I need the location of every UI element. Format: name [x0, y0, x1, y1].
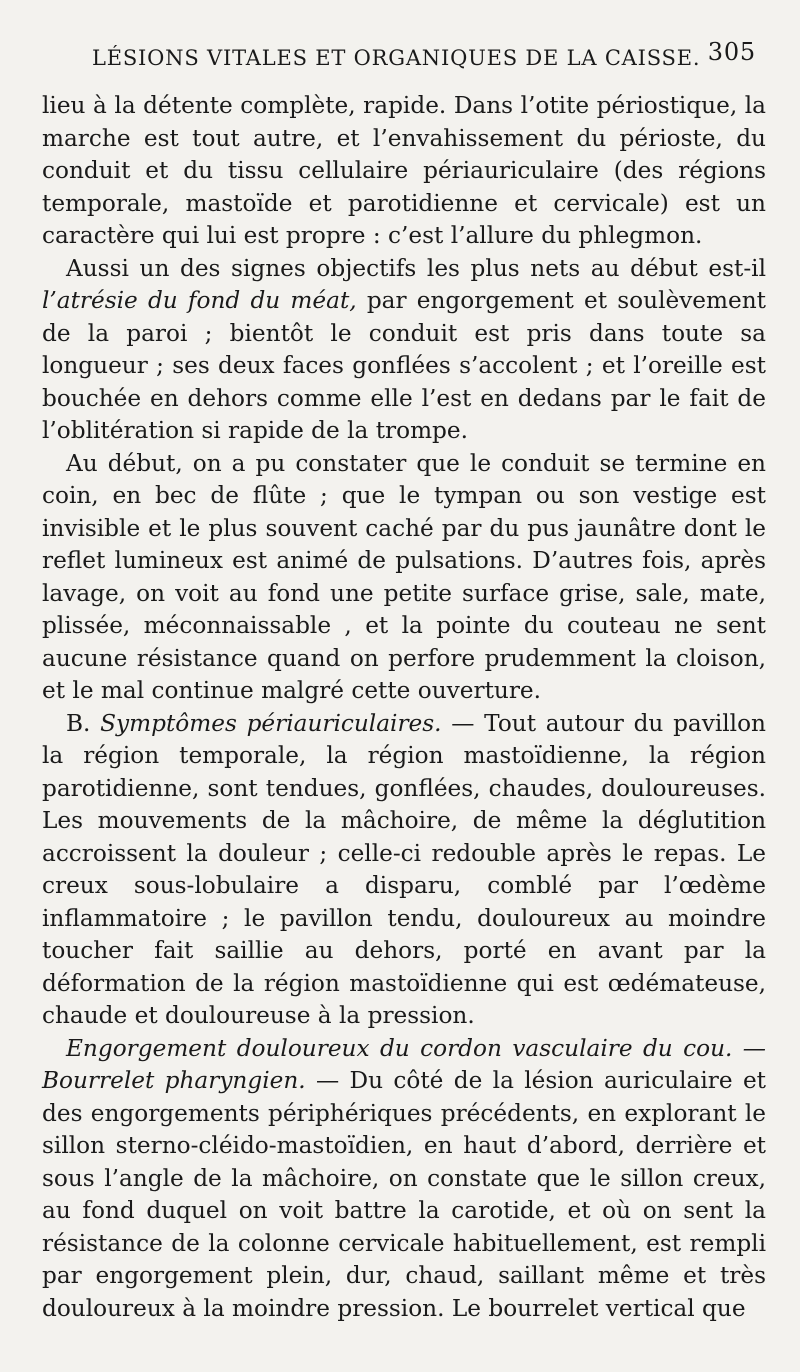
paragraph-symptomes-periauriculaires	[42, 708, 766, 1033]
paragraph-text: lieu à la détente complète, rapide. Dans l’otite périostique, la marche est tout autre, et l’envahissement du périoste, du conduit et du tissu cellulaire périauriculaire (des régions temporale, mastoïde et parotidienne et cervicale) est un caractère qui lui est propre : c’est l’allure du phlegmon.	[42, 92, 766, 249]
italic-heading: Symptômes périauriculaires.	[100, 709, 442, 737]
paragraph-engorgement-cordon	[42, 1033, 766, 1326]
paragraph-atresie	[42, 253, 766, 448]
paragraph-text: — Tout autour du pavillon la région temporale, la région mastoïdienne, la région parotidienne, sont tendues, gonflées, chaudes, douloureuses. Les mouvements de la mâchoire, de même la déglutition accroissent la douleur ; celle-ci redouble après le repas. Le creux sous-lobulaire a disparu, comblé par l’œdème inflammatoire ; le pavillon tendu, douloureux au moindre toucher fait saillie au dehors, porté en avant par la déformation de la région mastoïdienne qui est œdémateuse, chaude et douloureuse à la pression.	[42, 709, 766, 1029]
paragraph-lead: B.	[66, 709, 101, 737]
paragraph-au-debut	[42, 448, 766, 708]
body-text	[42, 90, 766, 1325]
running-title: LÉSIONS VITALES ET ORGANIQUES DE LA CAISSE.	[92, 46, 701, 70]
paragraph-otite-periostique	[42, 90, 766, 253]
paragraph-text: — Du côté de la lésion auriculaire et des engorgements périphériques précédents, en explorant le sillon sterno-cléido-mastoïdien, en haut d’abord, derrière et sous l’angle de la mâchoire, on constate que le sillon creux, au fond duquel on voit battre la carotide, et où on sent la résistance de la colonne cervicale habituellement, est rempli par engorgement plein, dur, chaud, saillant même et très douloureux à la moindre pression. Le bourrelet vertical que	[42, 1067, 766, 1322]
italic-term: l’atrésie du fond du méat,	[42, 287, 357, 314]
paragraph-text: Au début, on a pu constater que le conduit se termine en coin, en bec de flûte ; que le tympan ou son vestige est invisible et le plus souvent caché par du pus jaunâtre dont le reflet lumineux est animé de pulsations. D’autres fois, après lavage, on voit au fond une petite surface grise, sale, mate, plissée, méconnaissable , et la pointe du couteau ne sent aucune résistance quand on perfore prudemment la cloison, et le mal continue malgré cette ouverture.	[42, 449, 766, 704]
running-head	[42, 30, 766, 90]
paragraph-lead: Aussi un des signes objectifs les plus nets au début est-il	[66, 254, 766, 282]
italic-heading: Engorgement douloureux du cordon vasculaire du cou. — Bourrelet pharyngien.	[42, 1034, 766, 1094]
paragraph-text: par engorgement et soulèvement de la paroi ; bientôt le conduit est pris dans toute sa longueur ; ses deux faces gonflées s’accolent ; et l’oreille est bouchée en dehors comme elle l’est en dedans par le fait de l’oblitération si rapide de la trompe.	[42, 287, 766, 444]
page-number: 305	[707, 38, 756, 66]
